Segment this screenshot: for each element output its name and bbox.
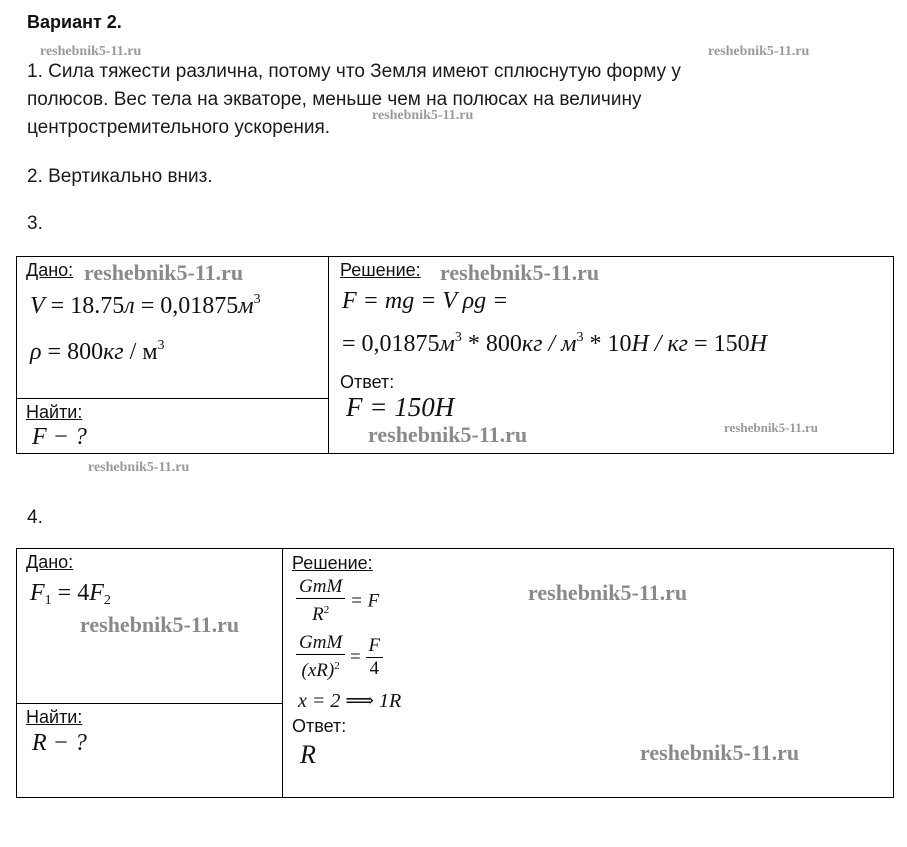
table-divider <box>16 398 328 399</box>
answer-2: 2. Вертикально вниз. <box>27 166 213 187</box>
answer-4-number: 4. <box>27 507 43 528</box>
table-divider <box>282 548 283 798</box>
answer-expression: R <box>300 740 316 769</box>
given-volume: $V = 18.75л = 0,01875м^3$ <box>30 292 261 319</box>
solution-x-line: x = 2 ⟹ 1R <box>298 690 402 712</box>
table-divider <box>16 703 282 704</box>
given-density: $\rho = 800кг / м^3$ <box>30 338 165 365</box>
answer-1-line-1: 1. Сила тяжести различна, потому что Земля имеют сплюснутую форму у <box>27 61 681 82</box>
answer-1-line-2: полюсов. Вес тела на экваторе, меньше чем на полюсах на величину <box>27 89 642 110</box>
watermark: reshebnik5-11.ru <box>80 612 240 637</box>
watermark: reshebnik5-11.ru <box>84 260 244 285</box>
given-label: Дано: <box>26 260 74 280</box>
answer-expression: F = 150H <box>346 392 455 422</box>
solution-line-1: F = mg = V ρg = <box>342 288 509 314</box>
solution-equation-1: $\frac{\text{GmM}}{R^2}$ = F <box>296 576 379 626</box>
watermark: reshebnik5-11.ru <box>528 580 688 605</box>
answer-3-number: 3. <box>27 213 43 234</box>
given-label: Дано: <box>26 552 74 572</box>
watermark: reshebnik5-11.ru <box>640 740 800 765</box>
watermark: reshebnik5-11.ru <box>88 460 190 475</box>
find-label: Найти: <box>26 402 83 422</box>
page-title: Вариант 2. <box>27 12 122 32</box>
watermark: reshebnik5-11.ru <box>40 44 142 59</box>
watermark: reshebnik5-11.ru <box>440 260 600 285</box>
table-divider <box>328 256 329 454</box>
solution-label: Решение: <box>292 553 373 573</box>
answer-label: Ответ: <box>292 716 347 736</box>
given-forces: $F_1 = 4F_2$ <box>30 580 111 608</box>
solution-line-2: = $0,01875м^3 * 800кг / м^3 * 10H$ / кг = 150H <box>342 330 767 357</box>
answer-label: Ответ: <box>340 372 395 392</box>
find-expression: F − ? <box>32 424 87 450</box>
find-label: Найти: <box>26 707 83 727</box>
watermark: reshebnik5-11.ru <box>708 44 810 59</box>
solution-label: Решение: <box>340 260 421 280</box>
watermark: reshebnik5-11.ru <box>368 422 528 447</box>
answer-1-line-3: центростремительного ускорения. <box>27 117 331 138</box>
watermark: reshebnik5-11.ru <box>372 108 474 123</box>
watermark: reshebnik5-11.ru <box>724 420 819 435</box>
solution-equation-2: $\frac{\text{GmM}}{(xR)^2}$ = $\frac{F}{4}$ <box>296 632 383 682</box>
find-expression: R − ? <box>32 730 87 756</box>
